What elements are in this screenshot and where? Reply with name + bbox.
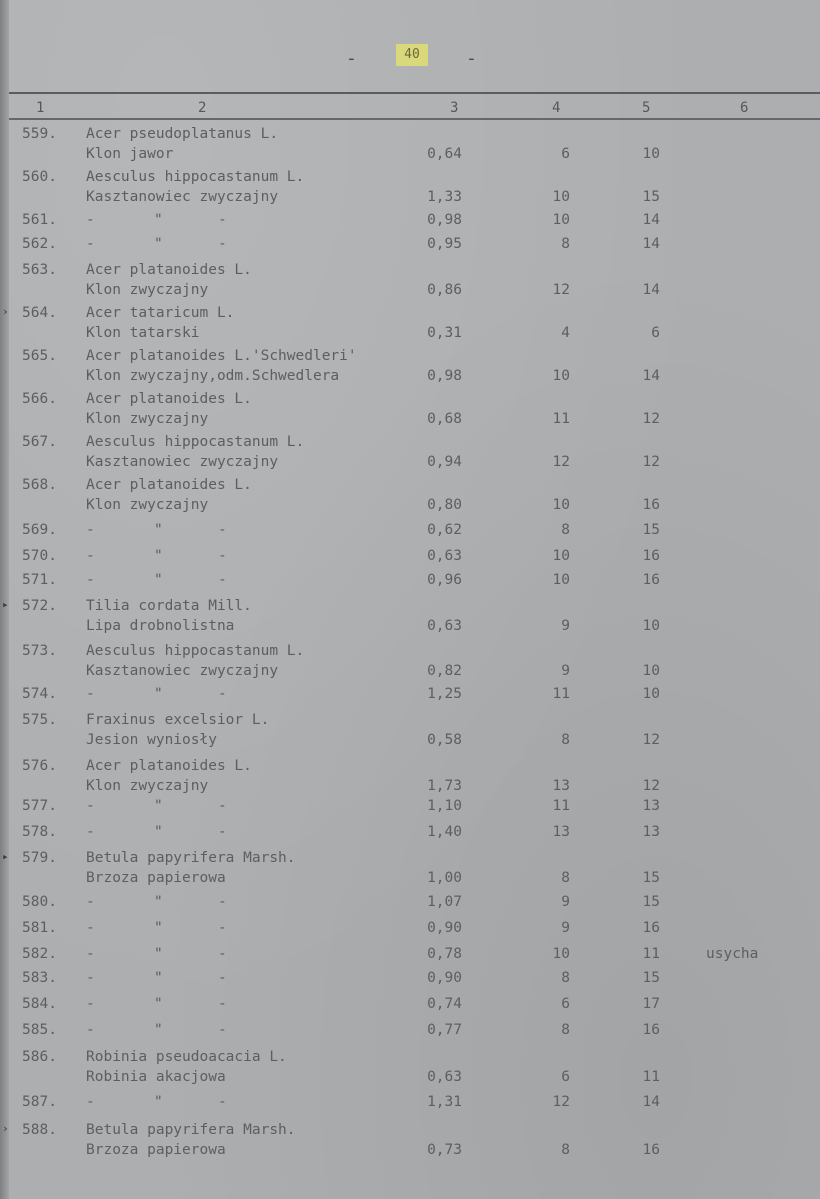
value-col4: 6 bbox=[561, 1069, 570, 1085]
ditto-mark: " bbox=[154, 894, 163, 910]
ditto-mark: " bbox=[154, 212, 163, 228]
polish-name: Kasztanowiec zwyczajny bbox=[86, 454, 279, 470]
ditto-mark: - bbox=[218, 548, 227, 564]
row-number: 588. bbox=[22, 1122, 57, 1138]
value-col3: 1,00 bbox=[427, 870, 462, 886]
value-col5: 16 bbox=[642, 1022, 660, 1038]
ditto-mark: - bbox=[86, 1022, 95, 1038]
page-header bbox=[0, 44, 820, 74]
ditto-mark: - bbox=[86, 236, 95, 252]
margin-tick-mark: ▸ bbox=[2, 598, 9, 611]
latin-name: Acer platanoides L. bbox=[86, 391, 252, 407]
value-col3: 1,31 bbox=[427, 1094, 462, 1110]
row-number: 580. bbox=[22, 894, 57, 910]
value-col5: 14 bbox=[642, 368, 660, 384]
value-col3: 0,94 bbox=[427, 454, 462, 470]
value-col4: 9 bbox=[561, 663, 570, 679]
polish-name: Klon tatarski bbox=[86, 325, 200, 341]
row-number: 573. bbox=[22, 643, 57, 659]
row-number: 578. bbox=[22, 824, 57, 840]
value-col3: 1,07 bbox=[427, 894, 462, 910]
value-col3: 0,74 bbox=[427, 996, 462, 1012]
header-dash-left: - bbox=[346, 48, 357, 69]
latin-name: Aesculus hippocastanum L. bbox=[86, 434, 305, 450]
value-col4: 12 bbox=[552, 282, 570, 298]
ditto-mark: " bbox=[154, 522, 163, 538]
row-number: 583. bbox=[22, 970, 57, 986]
value-col5: 15 bbox=[642, 870, 660, 886]
ditto-mark: - bbox=[86, 996, 95, 1012]
ditto-mark: " bbox=[154, 1022, 163, 1038]
latin-name: Aesculus hippocastanum L. bbox=[86, 169, 305, 185]
value-col3: 0,77 bbox=[427, 1022, 462, 1038]
value-col3: 0,63 bbox=[427, 618, 462, 634]
value-col3: 0,64 bbox=[427, 146, 462, 162]
column-number-4: 4 bbox=[552, 100, 561, 116]
value-col3: 0,63 bbox=[427, 1069, 462, 1085]
latin-name: Aesculus hippocastanum L. bbox=[86, 643, 305, 659]
value-col3: 0,90 bbox=[427, 920, 462, 936]
ditto-mark: - bbox=[218, 212, 227, 228]
ditto-mark: " bbox=[154, 996, 163, 1012]
value-col4: 6 bbox=[561, 146, 570, 162]
ditto-mark: - bbox=[218, 946, 227, 962]
value-col5: 14 bbox=[642, 282, 660, 298]
value-col3: 0,78 bbox=[427, 946, 462, 962]
value-col4: 13 bbox=[552, 824, 570, 840]
latin-name: Acer platanoides L.'Schwedleri' bbox=[86, 348, 357, 364]
row-number: 576. bbox=[22, 758, 57, 774]
ditto-mark: - bbox=[218, 996, 227, 1012]
value-col5: 15 bbox=[642, 522, 660, 538]
row-number: 587. bbox=[22, 1094, 57, 1110]
value-col5: 12 bbox=[642, 778, 660, 794]
column-number-5: 5 bbox=[642, 100, 651, 116]
row-number: 571. bbox=[22, 572, 57, 588]
row-number: 584. bbox=[22, 996, 57, 1012]
margin-tick-mark: › bbox=[2, 305, 9, 318]
value-col3: 0,98 bbox=[427, 212, 462, 228]
polish-name: Kasztanowiec zwyczajny bbox=[86, 663, 279, 679]
value-col4: 8 bbox=[561, 1022, 570, 1038]
value-col4: 9 bbox=[561, 618, 570, 634]
value-col5: 10 bbox=[642, 146, 660, 162]
ditto-mark: " bbox=[154, 1094, 163, 1110]
polish-name: Robinia akacjowa bbox=[86, 1069, 226, 1085]
ditto-mark: " bbox=[154, 572, 163, 588]
value-col4: 10 bbox=[552, 368, 570, 384]
value-col4: 11 bbox=[552, 798, 570, 814]
latin-name: Acer pseudoplatanus L. bbox=[86, 126, 279, 142]
value-col5: 13 bbox=[642, 824, 660, 840]
polish-name: Jesion wyniosły bbox=[86, 732, 217, 748]
ditto-mark: - bbox=[86, 522, 95, 538]
ditto-mark: - bbox=[86, 970, 95, 986]
ditto-mark: - bbox=[86, 572, 95, 588]
row-number: 570. bbox=[22, 548, 57, 564]
ditto-mark: " bbox=[154, 236, 163, 252]
value-col4: 8 bbox=[561, 970, 570, 986]
ditto-mark: - bbox=[86, 212, 95, 228]
column-number-6: 6 bbox=[740, 100, 749, 116]
value-col5: 15 bbox=[642, 894, 660, 910]
margin-tick-mark: › bbox=[2, 1122, 9, 1135]
ditto-mark: " bbox=[154, 686, 163, 702]
row-number: 572. bbox=[22, 598, 57, 614]
ditto-mark: " bbox=[154, 970, 163, 986]
latin-name: Tilia cordata Mill. bbox=[86, 598, 252, 614]
value-col4: 11 bbox=[552, 411, 570, 427]
polish-name: Klon jawor bbox=[86, 146, 174, 162]
ditto-mark: " bbox=[154, 824, 163, 840]
value-col3: 1,33 bbox=[427, 189, 462, 205]
polish-name: Klon zwyczajny,odm.Schwedlera bbox=[86, 368, 340, 384]
value-col5: 16 bbox=[642, 497, 660, 513]
value-col5: 16 bbox=[642, 920, 660, 936]
value-col3: 0,98 bbox=[427, 368, 462, 384]
value-col4: 10 bbox=[552, 946, 570, 962]
value-col5: 12 bbox=[642, 411, 660, 427]
row-number: 586. bbox=[22, 1049, 57, 1065]
row-number: 565. bbox=[22, 348, 57, 364]
polish-name: Klon zwyczajny bbox=[86, 282, 209, 298]
polish-name: Lipa drobnolistna bbox=[86, 618, 235, 634]
value-col3: 0,31 bbox=[427, 325, 462, 341]
value-col5: 15 bbox=[642, 189, 660, 205]
row-number: 564. bbox=[22, 305, 57, 321]
value-col4: 9 bbox=[561, 894, 570, 910]
ditto-mark: " bbox=[154, 548, 163, 564]
ditto-mark: - bbox=[218, 1022, 227, 1038]
value-col4: 10 bbox=[552, 189, 570, 205]
value-col5: 14 bbox=[642, 236, 660, 252]
value-col4: 6 bbox=[561, 996, 570, 1012]
ditto-mark: - bbox=[218, 686, 227, 702]
row-number: 582. bbox=[22, 946, 57, 962]
margin-tick-mark: ▸ bbox=[2, 850, 9, 863]
row-number: 569. bbox=[22, 522, 57, 538]
ditto-mark: - bbox=[218, 894, 227, 910]
row-number: 563. bbox=[22, 262, 57, 278]
ditto-mark: - bbox=[218, 970, 227, 986]
table-top-rule bbox=[9, 92, 820, 94]
ditto-mark: - bbox=[86, 548, 95, 564]
value-col4: 10 bbox=[552, 572, 570, 588]
header-dash-right: - bbox=[466, 48, 477, 69]
latin-name: Acer platanoides L. bbox=[86, 477, 252, 493]
latin-name: Robinia pseudoacacia L. bbox=[86, 1049, 287, 1065]
polish-name: Klon zwyczajny bbox=[86, 778, 209, 794]
ditto-mark: - bbox=[218, 920, 227, 936]
latin-name: Acer platanoides L. bbox=[86, 758, 252, 774]
ditto-mark: - bbox=[86, 798, 95, 814]
value-col4: 10 bbox=[552, 548, 570, 564]
value-col3: 1,10 bbox=[427, 798, 462, 814]
value-col3: 0,63 bbox=[427, 548, 462, 564]
value-col5: 13 bbox=[642, 798, 660, 814]
row-number: 560. bbox=[22, 169, 57, 185]
ditto-mark: - bbox=[86, 686, 95, 702]
value-col5: 10 bbox=[642, 618, 660, 634]
row-number: 585. bbox=[22, 1022, 57, 1038]
value-col3: 1,73 bbox=[427, 778, 462, 794]
value-col3: 0,62 bbox=[427, 522, 462, 538]
ditto-mark: " bbox=[154, 920, 163, 936]
value-col4: 10 bbox=[552, 497, 570, 513]
value-col5: 10 bbox=[642, 663, 660, 679]
table-header-rule bbox=[9, 118, 820, 120]
value-col5: 14 bbox=[642, 1094, 660, 1110]
column-number-3: 3 bbox=[450, 100, 459, 116]
row-number: 577. bbox=[22, 798, 57, 814]
row-number: 561. bbox=[22, 212, 57, 228]
value-col4: 4 bbox=[561, 325, 570, 341]
value-col5: 15 bbox=[642, 970, 660, 986]
value-col5: 16 bbox=[642, 1142, 660, 1158]
ditto-mark: - bbox=[86, 920, 95, 936]
value-col4: 8 bbox=[561, 1142, 570, 1158]
value-col3: 0,96 bbox=[427, 572, 462, 588]
value-col3: 0,90 bbox=[427, 970, 462, 986]
ditto-mark: - bbox=[86, 894, 95, 910]
value-col3: 0,80 bbox=[427, 497, 462, 513]
column-number-2: 2 bbox=[198, 100, 207, 116]
page-number: 40 bbox=[396, 44, 428, 66]
value-col4: 10 bbox=[552, 212, 570, 228]
value-col5: 11 bbox=[642, 1069, 660, 1085]
polish-name: Kasztanowiec zwyczajny bbox=[86, 189, 279, 205]
value-col4: 8 bbox=[561, 522, 570, 538]
value-col5: 6 bbox=[651, 325, 660, 341]
value-col3: 0,58 bbox=[427, 732, 462, 748]
value-col4: 8 bbox=[561, 236, 570, 252]
latin-name: Betula papyrifera Marsh. bbox=[86, 850, 296, 866]
value-col4: 8 bbox=[561, 732, 570, 748]
row-number: 568. bbox=[22, 477, 57, 493]
value-col5: 14 bbox=[642, 212, 660, 228]
row-number: 574. bbox=[22, 686, 57, 702]
value-col3: 0,95 bbox=[427, 236, 462, 252]
value-col5: 16 bbox=[642, 572, 660, 588]
ditto-mark: - bbox=[218, 236, 227, 252]
value-col4: 11 bbox=[552, 686, 570, 702]
latin-name: Betula papyrifera Marsh. bbox=[86, 1122, 296, 1138]
latin-name: Fraxinus excelsior L. bbox=[86, 712, 270, 728]
polish-name: Klon zwyczajny bbox=[86, 497, 209, 513]
value-col3: 0,73 bbox=[427, 1142, 462, 1158]
column-number-1: 1 bbox=[36, 100, 45, 116]
ditto-mark: - bbox=[218, 1094, 227, 1110]
polish-name: Brzoza papierowa bbox=[86, 1142, 226, 1158]
value-col3: 0,86 bbox=[427, 282, 462, 298]
value-col5: 10 bbox=[642, 686, 660, 702]
ditto-mark: - bbox=[218, 572, 227, 588]
value-col3: 0,82 bbox=[427, 663, 462, 679]
value-col4: 9 bbox=[561, 920, 570, 936]
value-col5: 12 bbox=[642, 732, 660, 748]
ditto-mark: - bbox=[218, 798, 227, 814]
ditto-mark: " bbox=[154, 946, 163, 962]
ditto-mark: - bbox=[218, 522, 227, 538]
latin-name: Acer platanoides L. bbox=[86, 262, 252, 278]
row-number: 575. bbox=[22, 712, 57, 728]
value-col3: 1,40 bbox=[427, 824, 462, 840]
latin-name: Acer tataricum L. bbox=[86, 305, 235, 321]
ditto-mark: - bbox=[86, 946, 95, 962]
value-col4: 8 bbox=[561, 870, 570, 886]
value-col4: 12 bbox=[552, 1094, 570, 1110]
row-number: 567. bbox=[22, 434, 57, 450]
value-col4: 13 bbox=[552, 778, 570, 794]
value-col4: 12 bbox=[552, 454, 570, 470]
polish-name: Brzoza papierowa bbox=[86, 870, 226, 886]
ditto-mark: " bbox=[154, 798, 163, 814]
value-col5: 12 bbox=[642, 454, 660, 470]
row-number: 581. bbox=[22, 920, 57, 936]
ditto-mark: - bbox=[86, 1094, 95, 1110]
value-col5: 17 bbox=[642, 996, 660, 1012]
ditto-mark: - bbox=[218, 824, 227, 840]
remark-col6: usycha bbox=[706, 946, 759, 962]
value-col3: 1,25 bbox=[427, 686, 462, 702]
row-number: 579. bbox=[22, 850, 57, 866]
ditto-mark: - bbox=[86, 824, 95, 840]
value-col5: 11 bbox=[642, 946, 660, 962]
row-number: 559. bbox=[22, 126, 57, 142]
value-col5: 16 bbox=[642, 548, 660, 564]
value-col3: 0,68 bbox=[427, 411, 462, 427]
row-number: 566. bbox=[22, 391, 57, 407]
row-number: 562. bbox=[22, 236, 57, 252]
polish-name: Klon zwyczajny bbox=[86, 411, 209, 427]
